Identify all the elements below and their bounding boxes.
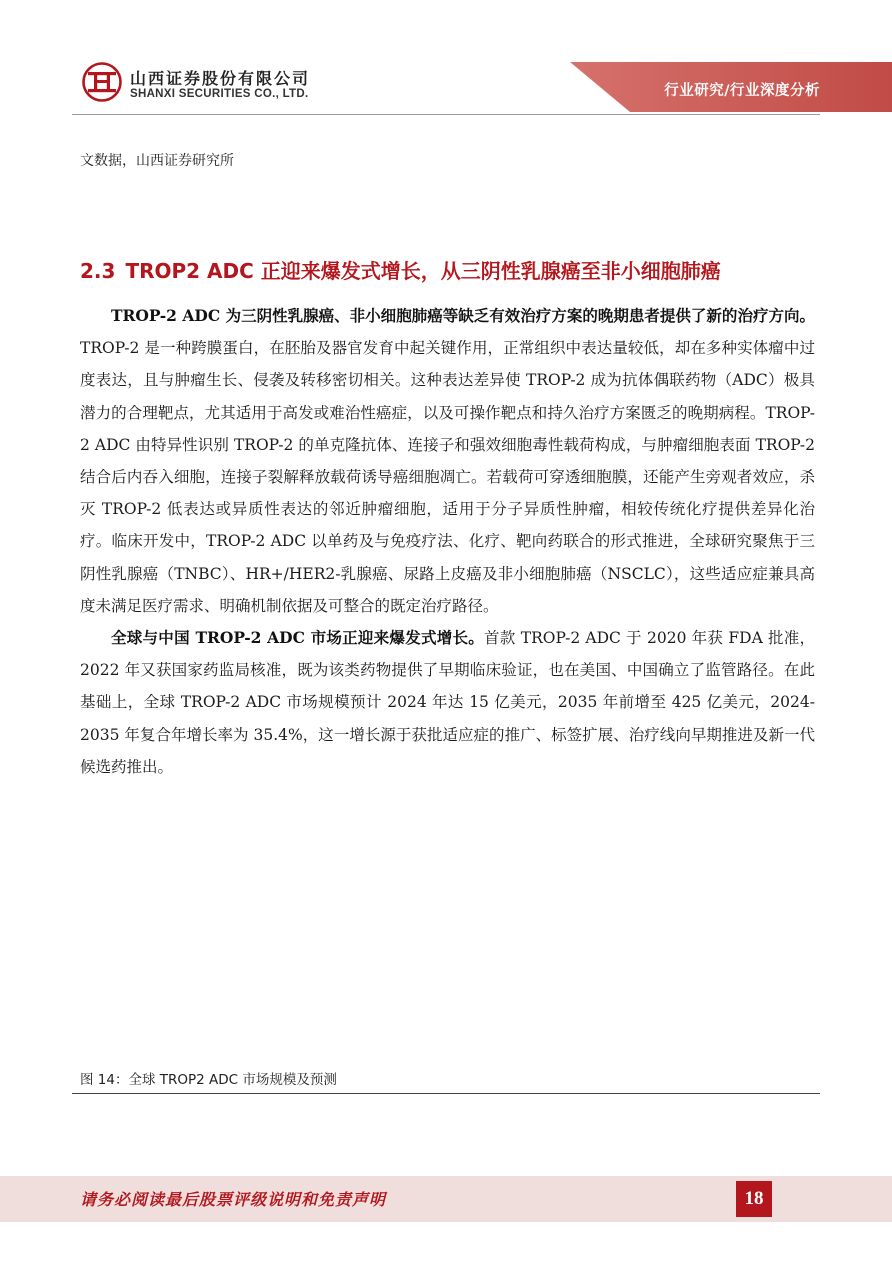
company-name-cn: 山西证券股份有限公司 <box>130 69 311 88</box>
page-number: 18 <box>736 1181 772 1217</box>
paragraph-text: 首款 TROP-2 ADC 于 2020 年获 FDA 批准，2022 年又获国家药监局核准，既为该类药物提供了早期临床验证，也在美国、中国确立了监管路径。在此基础上，全球 TROP-2 ADC 市场规模预计 2024 年达 15 亿美元，2035 年前增至 425 亿美元，2024-2035 年复合年增长率为 35.4%，这一增长源于获批适应症的推广、标签扩展、治疗线向早期推进及新一代候选药推出。 <box>80 629 815 776</box>
section-number: 2.3 <box>80 259 116 283</box>
figure-caption: 图 14：全球 TROP2 ADC 市场规模及预测 <box>80 1072 337 1088</box>
source-note-continuation: 文数据，山西证券研究所 <box>80 153 234 169</box>
shanxi-securities-logo-icon <box>82 62 122 102</box>
paragraph <box>80 300 815 622</box>
body-text <box>80 300 815 783</box>
section-heading <box>80 255 721 284</box>
report-type-label: 行业研究/行业深度分析 <box>664 83 820 99</box>
paragraph <box>80 622 815 783</box>
paragraph-lead: TROP-2 ADC 为三阴性乳腺癌、非小细胞肺癌等缺乏有效治疗方案的晚期患者提供了新的治疗方向。 <box>111 306 815 325</box>
header-divider <box>72 114 820 115</box>
figure-divider <box>72 1093 820 1094</box>
page-header <box>0 0 892 115</box>
footer-disclaimer: 请务必阅读最后股票评级说明和免责声明 <box>80 1190 387 1209</box>
section-title-text: TROP2 ADC 正迎来爆发式增长，从三阴性乳腺癌至非小细胞肺癌 <box>125 259 721 283</box>
company-name-en: SHANXI SECURITIES CO., LTD. <box>130 88 309 100</box>
paragraph-lead: 全球与中国 TROP-2 ADC 市场正迎来爆发式增长。 <box>111 628 485 648</box>
paragraph-text: TROP-2 是一种跨膜蛋白，在胚胎及器官发育中起关键作用，正常组织中表达量较低，却在多种实体瘤中过度表达，且与肿瘤生长、侵袭及转移密切相关。这种表达差异使 TROP-2 成为抗体偶联药物（ADC）极具潜力的合理靶点，尤其适用于高发或难治性癌症，以及可操作靶点和持久治疗方案匮乏的晚期病程。TROP-2 ADC 由特异性识别 TROP-2 的单克隆抗体、连接子和强效细胞毒性载荷构成，与肿瘤细胞表面 TROP-2 结合后内吞入细胞，连接子裂解释放载荷诱导癌细胞凋亡。若载荷可穿透细胞膜，还能产生旁观者效应，杀灭 TROP-2 低表达或异质性表达的邻近肿瘤细胞，适用于分子异质性肿瘤，相较传统化疗提供差异化治疗。临床开发中，TROP-2 ADC 以单药及与免疫疗法、化疗、靶向药联合的形式推进，全球研究聚焦于三阴性乳腺癌（TNBC）、HR+/HER2-乳腺癌、尿路上皮癌及非小细胞肺癌（NSCLC），这些适应症兼具高度未满足医疗需求、明确机制依据及可整合的既定治疗路径。 <box>80 339 815 615</box>
